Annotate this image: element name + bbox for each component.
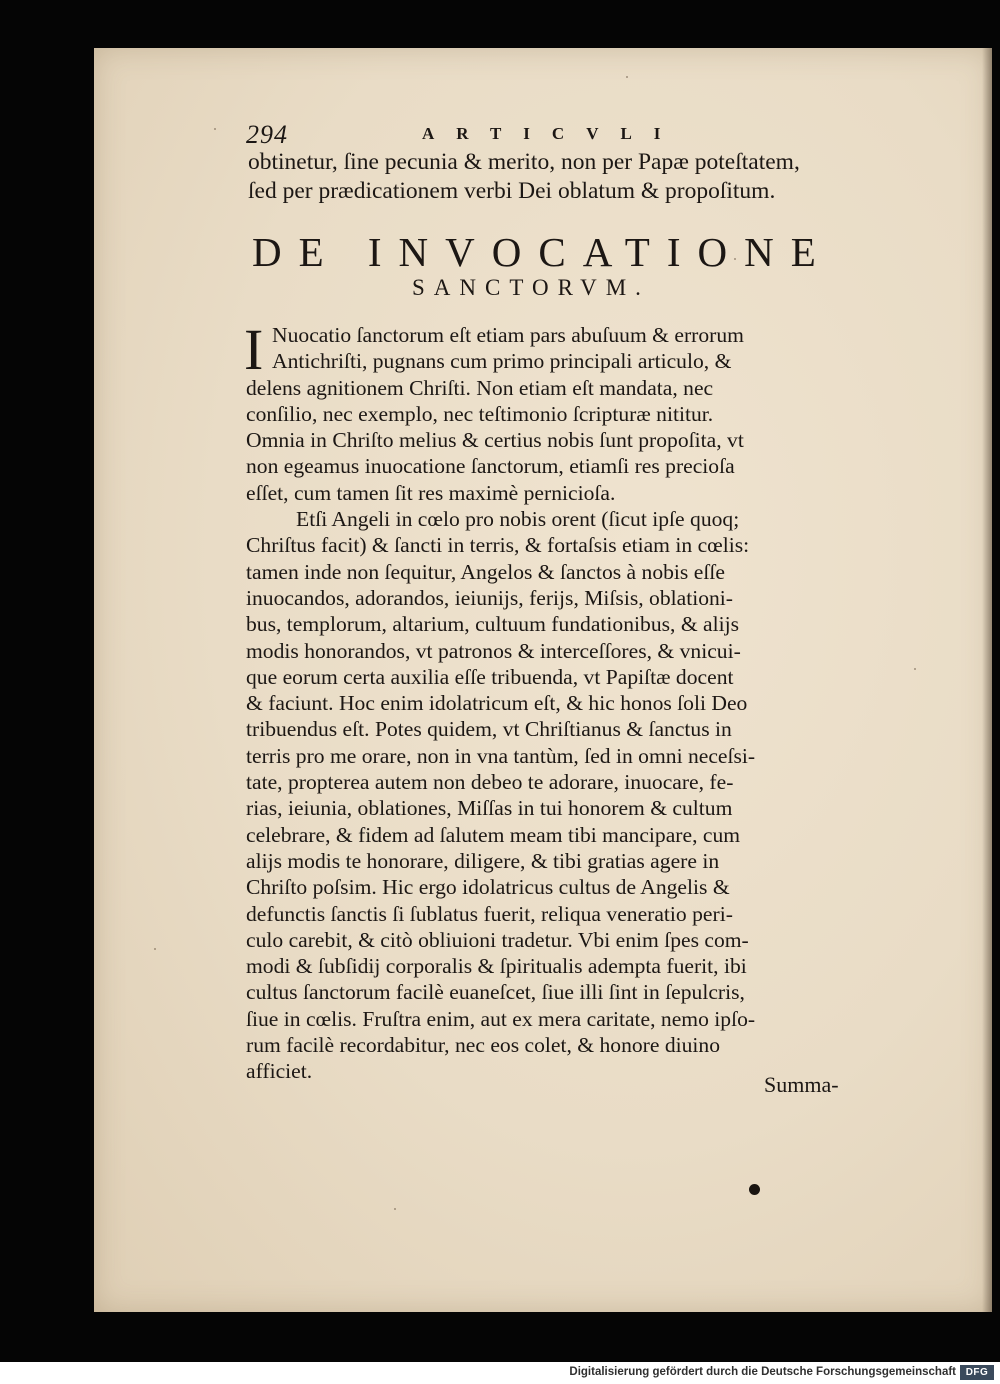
- drop-cap: I: [244, 317, 264, 382]
- page-spine-shadow: [982, 48, 992, 1312]
- text-line: alijs modis te honorare, diligere, & tibi gratias agere in: [246, 848, 720, 873]
- text-line: Chriſtus facit) & ſancti in terris, & fortaſsis etiam in cœlis:: [246, 533, 750, 558]
- text-line: terris pro me orare, non in vna tantùm, ſed in omni neceſsi-: [246, 743, 756, 768]
- text-line: modis honorandos, vt patronos & interceſſores, & vnicui-: [246, 638, 741, 663]
- text-line: inuocandos, adorandos, ieiunijs, ferijs, Miſsis, oblationi-: [246, 585, 733, 610]
- text-line: bus, templorum, altarium, cultuum fundationibus, & alijs: [246, 612, 739, 637]
- continued-paragraph: [248, 148, 800, 206]
- paper-speck: [154, 948, 156, 950]
- text-line: afficiet.: [246, 1059, 313, 1084]
- text-line: Nuocatio ſanctorum eſt etiam pars abuſuum & errorum: [272, 323, 744, 347]
- running-head: ARTICVLI: [422, 124, 683, 143]
- text-line: Omnia in Chriſto melius & certius nobis ſunt propoſita, vt: [246, 428, 744, 453]
- footer-bar: [0, 1362, 1000, 1384]
- ink-blot: [749, 1184, 760, 1195]
- text-line: delens agnitionem Chriſti. Non etiam eſt mandata, nec: [246, 375, 714, 400]
- paper-speck: [214, 128, 216, 130]
- text-line: ſed per prædicationem verbi Dei oblatum & propoſitum.: [248, 178, 776, 204]
- text-line: conſilio, nec exemplo, nec teſtimonio ſcripturæ nititur.: [246, 401, 714, 426]
- section-heading: DE INVOCATIONE: [252, 229, 833, 275]
- text-line: obtinetur, ſine pecunia & merito, non per Papæ poteſtatem,: [248, 149, 800, 175]
- text-line: celebrare, & fidem ad ſalutem meam tibi mancipare, cum: [246, 822, 741, 847]
- text-line: eſſet, cum tamen ſit res maximè pernicioſa.: [246, 480, 616, 505]
- section-subheading: SANCTORVM.: [412, 275, 650, 300]
- body-text: [244, 317, 866, 1085]
- text-line: non egeamus inuocatione ſanctorum, etiamſi res precioſa: [246, 454, 735, 479]
- text-line: modi & ſubſidij corporalis & ſpiritualis adempta fuerit, ibi: [246, 954, 747, 979]
- text-line: tate, propterea autem non debeo te adorare, inuocare, fe-: [246, 770, 734, 795]
- text-line: Antichriſti, pugnans cum primo principali articulo, &: [272, 349, 732, 374]
- text-line: rias, ieiunia, oblationes, Miſſas in tui honorem & cultum: [246, 796, 733, 821]
- page-number: 294: [246, 120, 288, 149]
- paper-speck: [394, 1208, 396, 1210]
- text-line: tribuendus eſt. Potes quidem, vt Chriſtianus & ſanctus in: [246, 717, 732, 742]
- text-line: Etſi Angeli in cœlo pro nobis orent (ſicut ipſe quoq;: [296, 507, 740, 532]
- text-line: ſiue in cœlis. Fruſtra enim, aut ex mera caritate, nemo ipſo-: [246, 1006, 756, 1031]
- text-line: & faciunt. Hoc enim idolatricum eſt, & hic honos ſoli Deo: [246, 691, 748, 716]
- text-line: tamen inde non ſequitur, Angelos & ſanctos à nobis eſſe: [246, 559, 725, 584]
- page-header: [246, 120, 746, 150]
- text-line: culo carebit, & citò obliuioni tradetur. Vbi enim ſpes com-: [246, 927, 749, 952]
- dfg-logo: DFG: [960, 1365, 994, 1380]
- text-line: que eorum certa auxilia eſſe tribuenda, vt Papiſtæ docent: [246, 664, 734, 689]
- text-line: defunctis ſanctis ſi ſublatus fuerit, reliqua veneratio peri-: [246, 901, 733, 926]
- paper-speck: [626, 76, 628, 78]
- text-line: rum facilè recordabitur, nec eos colet, & honore diuino: [246, 1033, 721, 1058]
- funding-note: Digitalisierung gefördert durch die Deutsche Forschungsgemeinschaft: [569, 1366, 956, 1378]
- text-line: Chriſto poſsim. Hic ergo idolatricus cultus de Angelis &: [246, 875, 730, 900]
- paper-speck: [914, 668, 916, 670]
- catchword: Summa-: [764, 1072, 839, 1097]
- text-line: cultus ſanctorum facilè euaneſcet, ſiue illi ſint in ſepulcris,: [246, 980, 745, 1005]
